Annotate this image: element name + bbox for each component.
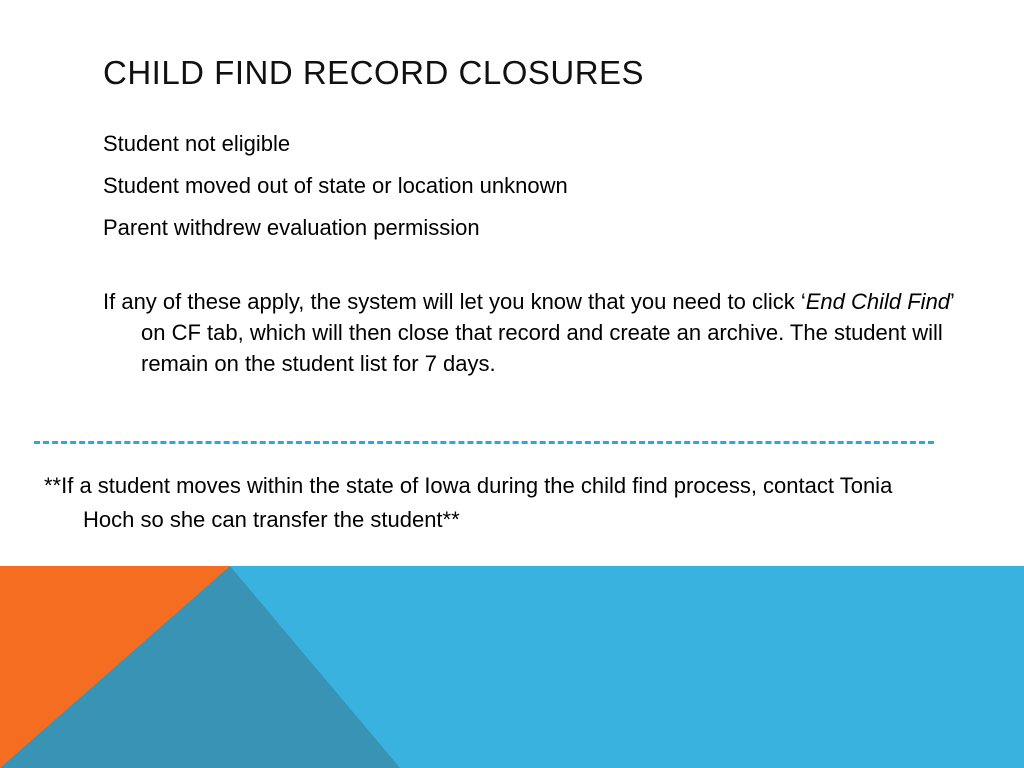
instruction-text-start: If any of these apply, the system will let you know that you need to click ‘	[103, 289, 806, 314]
transfer-note: **If a student moves within the state of Iowa during the child find process, contact Tonia Hoch so she can transfer the student**	[44, 473, 893, 532]
instruction-text-end: ’ on CF tab, which will then close that record and create an archive. The student will remain on the student list for 7 days.	[141, 289, 955, 376]
slide-title: CHILD FIND RECORD CLOSURES	[103, 54, 645, 91]
instruction-paragraph	[103, 286, 961, 379]
closure-reasons-list	[103, 130, 568, 256]
end-child-find-label: End Child Find	[805, 289, 951, 314]
list-item: Student not eligible	[103, 131, 291, 156]
dashed-divider	[34, 441, 934, 444]
decorative-footer-band	[0, 566, 1024, 768]
footer-shapes	[0, 566, 1024, 768]
list-item: Parent withdrew evaluation permission	[103, 215, 480, 240]
list-item: Student moved out of state or location unknown	[103, 173, 568, 198]
